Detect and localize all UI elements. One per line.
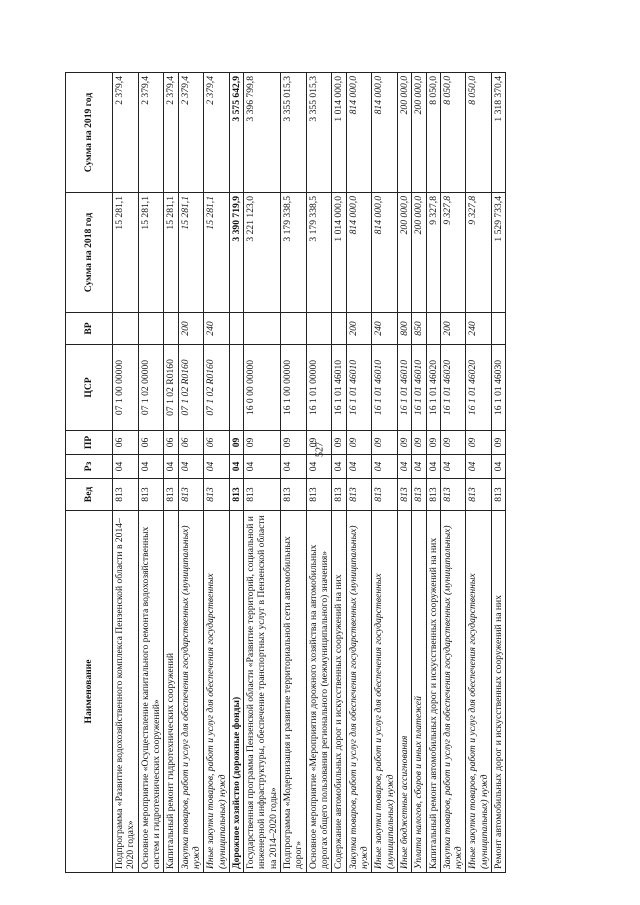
- cell-vr: [332, 313, 346, 345]
- cell-sum-2019: 8 050,0: [426, 73, 440, 193]
- table-row: [178, 73, 204, 873]
- cell-csr: 16 1 01 00000: [306, 345, 332, 431]
- cell-rz: 04: [178, 455, 204, 479]
- cell-rz: 04: [372, 455, 398, 479]
- cell-rz: 04: [426, 455, 440, 479]
- table-row: [397, 73, 411, 873]
- cell-vr: 240: [372, 313, 398, 345]
- cell-pr: 06: [138, 431, 164, 455]
- cell-rz: 04: [204, 455, 230, 479]
- cell-ved: 813: [466, 479, 492, 511]
- cell-rz: 04: [346, 455, 372, 479]
- cell-ved: 813: [164, 479, 178, 511]
- cell-vr: [164, 313, 178, 345]
- cell-sum-2018: 9 327,8: [466, 193, 492, 313]
- cell-csr: 16 1 01 46010: [412, 345, 426, 431]
- cell-ved: 813: [492, 479, 506, 511]
- cell-ved: 813: [306, 479, 332, 511]
- table-row: [281, 73, 307, 873]
- cell-sum-2018: 15 281,1: [164, 193, 178, 313]
- cell-pr: 09: [397, 431, 411, 455]
- cell-csr: 07 1 02 R0160: [178, 345, 204, 431]
- cell-vr: 240: [204, 313, 230, 345]
- cell-csr: 16 1 01 46020: [466, 345, 492, 431]
- cell-rz: 04: [412, 455, 426, 479]
- cell-pr: 09: [440, 431, 466, 455]
- cell-vr: 800: [397, 313, 411, 345]
- cell-sum-2019: 200 000,0: [412, 73, 426, 193]
- cell-pr: 09: [412, 431, 426, 455]
- cell-csr: 16 0 00 00000: [244, 345, 281, 431]
- cell-sum-2018: 15 281,1: [113, 193, 139, 313]
- cell-sum-2019: 3 355 015,3: [306, 73, 332, 193]
- cell-vr: [244, 313, 281, 345]
- cell-sum-2018: 3 179 338,5: [281, 193, 307, 313]
- cell-ved: 813: [113, 479, 139, 511]
- cell-csr: 16 1 01 46010: [346, 345, 372, 431]
- cell-rz: 04: [113, 455, 139, 479]
- header-sum-2019: Сумма на 2019 год: [66, 73, 113, 193]
- table-header-row: [66, 73, 113, 873]
- cell-sum-2019: 3 355 015,3: [281, 73, 307, 193]
- cell-sum-2018: 15 281,1: [178, 193, 204, 313]
- cell-sum-2019: 814 000,0: [372, 73, 398, 193]
- table-row: [346, 73, 372, 873]
- header-rz: Рз: [66, 455, 113, 479]
- cell-ved: 813: [440, 479, 466, 511]
- cell-rz: 04: [332, 455, 346, 479]
- header-csr: ЦСР: [66, 345, 113, 431]
- table-row: [492, 73, 506, 873]
- table-row: [426, 73, 440, 873]
- cell-rz: 04: [164, 455, 178, 479]
- cell-name: Иные бюджетные ассигнования: [397, 511, 411, 873]
- cell-name: Иные закупки товаров, работ и услуг для обеспечения государственных (муниципальных) нужд: [204, 511, 230, 873]
- cell-vr: 200: [346, 313, 372, 345]
- cell-name: Основное мероприятие «Осуществление капитального ремонта водохозяйственных систем и гидротехнических сооружений»: [138, 511, 164, 873]
- cell-sum-2018: 814 000,0: [346, 193, 372, 313]
- cell-sum-2019: 1 318 370,4: [492, 73, 506, 193]
- cell-ved: 813: [426, 479, 440, 511]
- cell-sum-2018: 9 327,8: [440, 193, 466, 313]
- table-row: [412, 73, 426, 873]
- header-name: Наименование: [66, 511, 113, 873]
- cell-vr: [229, 313, 243, 345]
- cell-csr: 16 1 01 46010: [397, 345, 411, 431]
- cell-name: Закупка товаров, работ и услуг для обеспечения государственных (муниципальных) нужд: [178, 511, 204, 873]
- cell-sum-2019: 8 050,0: [466, 73, 492, 193]
- cell-sum-2019: 8 050,0: [440, 73, 466, 193]
- cell-sum-2019: 2 379,4: [138, 73, 164, 193]
- cell-ved: 813: [372, 479, 398, 511]
- cell-name: Иные закупки товаров, работ и услуг для обеспечения государственных (муниципальных) нужд: [372, 511, 398, 873]
- cell-sum-2019: 2 379,4: [178, 73, 204, 193]
- cell-ved: 813: [229, 479, 243, 511]
- cell-pr: 09: [229, 431, 243, 455]
- table-row: [164, 73, 178, 873]
- cell-vr: 200: [178, 313, 204, 345]
- cell-csr: 07 1 02 00000: [138, 345, 164, 431]
- cell-sum-2018: 9 327,8: [426, 193, 440, 313]
- table-body: [113, 73, 506, 873]
- cell-pr: 09: [306, 431, 332, 455]
- cell-name: Капитальный ремонт гидротехнических сооружений: [164, 511, 178, 873]
- cell-rz: 04: [229, 455, 243, 479]
- cell-name: Содержание автомобильных дорог и искусственных сооружений на них: [332, 511, 346, 873]
- header-ved: Вед: [66, 479, 113, 511]
- cell-rz: 04: [492, 455, 506, 479]
- cell-sum-2019: 1 014 000,0: [332, 73, 346, 193]
- cell-sum-2019: 2 379,4: [113, 73, 139, 193]
- header-vr: ВР: [66, 313, 113, 345]
- cell-pr: 09: [244, 431, 281, 455]
- table-row: [229, 73, 243, 873]
- cell-name: Подпрограмма «Модернизация и развитие территориальной сети автомобильных дорог»: [281, 511, 307, 873]
- cell-pr: 09: [281, 431, 307, 455]
- cell-name: Подпрограмма «Развитие водохозяйственного комплекса Пензенской области в 2014–2020 годах»: [113, 511, 139, 873]
- cell-rz: 04: [281, 455, 307, 479]
- header-pr: ПР: [66, 431, 113, 455]
- cell-csr: 16 1 01 46010: [372, 345, 398, 431]
- cell-csr: 16 1 01 46010: [332, 345, 346, 431]
- cell-ved: 813: [178, 479, 204, 511]
- cell-ved: 813: [412, 479, 426, 511]
- cell-vr: 200: [440, 313, 466, 345]
- cell-ved: 813: [138, 479, 164, 511]
- cell-vr: [306, 313, 332, 345]
- cell-pr: 09: [332, 431, 346, 455]
- cell-sum-2018: 200 000,0: [397, 193, 411, 313]
- table-row: [440, 73, 466, 873]
- cell-ved: 813: [244, 479, 281, 511]
- cell-pr: 09: [466, 431, 492, 455]
- cell-vr: [281, 313, 307, 345]
- cell-pr: 06: [113, 431, 139, 455]
- cell-name: Капитальный ремонт автомобильных дорог и искусственных сооружений на них: [426, 511, 440, 873]
- cell-pr: 09: [426, 431, 440, 455]
- table-row: [244, 73, 281, 873]
- cell-name: Закупка товаров, работ и услуг для обеспечения государственных (муниципальных) нужд: [440, 511, 466, 873]
- cell-vr: [113, 313, 139, 345]
- cell-csr: 07 1 00 00000: [113, 345, 139, 431]
- table-row: [372, 73, 398, 873]
- cell-csr: 16 1 01 46030: [492, 345, 506, 431]
- cell-name: Уплата налогов, сборов и иных платежей: [412, 511, 426, 873]
- cell-rz: 04: [466, 455, 492, 479]
- cell-sum-2018: 3 179 338,5: [306, 193, 332, 313]
- cell-csr: [229, 345, 243, 431]
- cell-sum-2018: 814 000,0: [372, 193, 398, 313]
- cell-name: Закупка товаров, работ и услуг для обеспечения государственных (муниципальных) нужд: [346, 511, 372, 873]
- cell-ved: 813: [281, 479, 307, 511]
- cell-pr: 09: [492, 431, 506, 455]
- cell-name: Дорожное хозяйство (дорожные фонды): [229, 511, 243, 873]
- cell-sum-2018: 200 000,0: [412, 193, 426, 313]
- cell-vr: 850: [412, 313, 426, 345]
- cell-sum-2019: 2 379,4: [164, 73, 178, 193]
- cell-pr: 09: [346, 431, 372, 455]
- cell-sum-2018: 3 221 123,0: [244, 193, 281, 313]
- cell-name: Иные закупки товаров, работ и услуг для обеспечения государственных (муниципальных) нужд: [466, 511, 492, 873]
- cell-vr: 240: [466, 313, 492, 345]
- table-row: [306, 73, 332, 873]
- cell-name: Ремонт автомобильных дорог и искусственных сооружений на них: [492, 511, 506, 873]
- cell-csr: 16 1 01 46020: [440, 345, 466, 431]
- cell-name: Государственная программа Пензенской области «Развитие территорий, социальной и инженерной инфраструктуры, обеспечение транспортных услуг в Пензенской области на 2014–2020 годы»: [244, 511, 281, 873]
- cell-vr: [138, 313, 164, 345]
- rotated-table-container: [65, 73, 575, 873]
- header-sum-2018: Сумма на 2018 год: [66, 193, 113, 313]
- cell-csr: 07 1 02 R0160: [164, 345, 178, 431]
- table-row: [332, 73, 346, 873]
- cell-sum-2019: 3 396 799,8: [244, 73, 281, 193]
- cell-vr: [492, 313, 506, 345]
- cell-name: Основное мероприятие «Мероприятия дорожного хозяйства на автомобильных дорогах общего пользования регионального (межмуниципального) значения»: [306, 511, 332, 873]
- cell-pr: 06: [178, 431, 204, 455]
- cell-csr: 07 1 02 R0160: [204, 345, 230, 431]
- table-row: [138, 73, 164, 873]
- cell-sum-2018: 1 529 733,4: [492, 193, 506, 313]
- table-row: [204, 73, 230, 873]
- cell-sum-2018: 15 281,1: [138, 193, 164, 313]
- cell-ved: 813: [346, 479, 372, 511]
- table-row: [466, 73, 492, 873]
- cell-ved: 813: [204, 479, 230, 511]
- cell-rz: 04: [397, 455, 411, 479]
- cell-ved: 813: [397, 479, 411, 511]
- cell-rz: 04: [440, 455, 466, 479]
- cell-rz: 04: [244, 455, 281, 479]
- cell-sum-2019: 2 379,4: [204, 73, 230, 193]
- cell-csr: 16 1 01 46020: [426, 345, 440, 431]
- cell-rz: 04: [306, 455, 332, 479]
- cell-pr: 06: [164, 431, 178, 455]
- cell-sum-2019: 814 000,0: [346, 73, 372, 193]
- cell-pr: 09: [372, 431, 398, 455]
- cell-sum-2019: 200 000,0: [397, 73, 411, 193]
- cell-rz: 04: [138, 455, 164, 479]
- budget-table: [65, 72, 506, 873]
- cell-vr: [426, 313, 440, 345]
- cell-csr: 16 1 00 00000: [281, 345, 307, 431]
- cell-pr: 06: [204, 431, 230, 455]
- table-row: [113, 73, 139, 873]
- cell-sum-2018: 3 390 719,9: [229, 193, 243, 313]
- cell-sum-2018: 15 281,1: [204, 193, 230, 313]
- cell-sum-2019: 3 575 642,9: [229, 73, 243, 193]
- page-number: 527: [314, 442, 326, 457]
- cell-ved: 813: [332, 479, 346, 511]
- cell-sum-2018: 1 014 000,0: [332, 193, 346, 313]
